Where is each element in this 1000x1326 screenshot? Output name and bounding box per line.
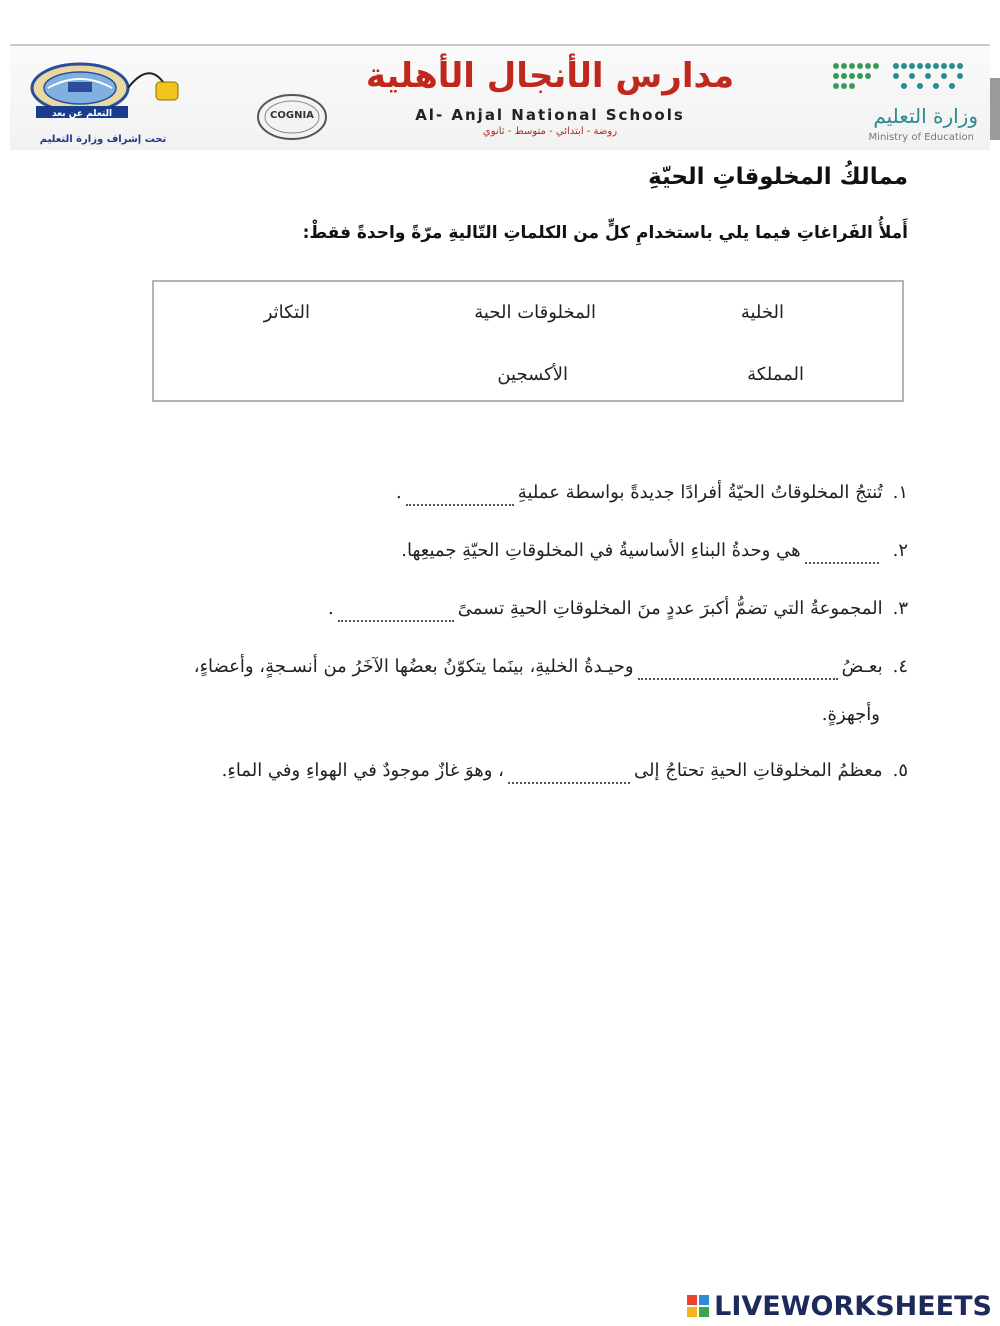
question-number: ٢. — [892, 540, 908, 561]
ministry-name-english: Ministry of Education — [868, 132, 974, 143]
answer-input-2[interactable] — [805, 542, 879, 564]
liveworksheets-logo-icon — [686, 1294, 710, 1318]
question-text: . — [396, 482, 402, 503]
question-1 — [396, 482, 908, 506]
globe-logo-icon — [18, 52, 188, 134]
school-stages: روضة - ابتدائي - متوسط - ثانوي — [482, 126, 618, 137]
word-bank-item[interactable]: الأكسجين — [497, 364, 568, 385]
question-number: ٣. — [892, 598, 908, 619]
question-text: هي وحدةُ البناءِ الأساسيةُ في المخلوقاتِ الحيّةِ جميعِها. — [401, 540, 801, 561]
answer-input-1[interactable] — [406, 484, 514, 506]
scrollbar-thumb[interactable] — [990, 78, 1000, 140]
school-header — [10, 44, 990, 150]
school-name-arabic: مدارس الأنجال الأهلية — [365, 56, 735, 96]
question-number: ١. — [892, 482, 908, 503]
question-text: بعـضُ — [841, 656, 883, 677]
logo-motto: التعلم عن بعد — [51, 109, 113, 119]
question-number: ٤. — [892, 656, 908, 677]
word-bank — [152, 280, 904, 402]
question-text: . — [328, 598, 334, 619]
word-bank-item[interactable]: المملكة — [747, 364, 804, 385]
question-4-continued: وأجهزةٍ. — [821, 704, 880, 725]
liveworksheets-brand[interactable] — [686, 1290, 992, 1322]
logo-caption: تحت إشراف وزارة التعليم — [39, 134, 167, 145]
answer-input-3[interactable] — [338, 600, 454, 622]
question-4 — [194, 656, 908, 680]
worksheet-instruction: أَملأُ الفَراغاتِ فيما يلي باستخدامِ كلٍّ من الكلماتِ التّاليةِ مرّةً واحدةً فقطْ: — [302, 223, 908, 243]
question-text: المجموعةُ التي تضمُّ أكبرَ عددٍ منَ المخلوقاتِ الحيةِ تسمىً — [457, 598, 883, 619]
question-5 — [222, 760, 908, 784]
worksheet-title: ممالكُ المخلوقاتِ الحيّةِ — [648, 164, 908, 190]
answer-input-5[interactable] — [508, 762, 630, 784]
word-bank-item[interactable]: المخلوقات الحية — [474, 302, 596, 323]
question-text: معظمُ المخلوقاتِ الحيةِ تحتاجُ إلى — [633, 760, 883, 781]
brand-name: LIVEWORKSHEETS — [714, 1290, 992, 1322]
question-2 — [401, 540, 908, 564]
ministry-dots-icon — [816, 56, 976, 100]
question-text: ، وهوَ غازٌ موجودٌ في الهواءِ وفي الماءِ. — [221, 760, 504, 781]
word-bank-item[interactable]: الخلية — [740, 302, 784, 323]
question-3 — [328, 598, 908, 622]
accreditation-seal — [254, 92, 330, 142]
word-bank-item[interactable]: التكاثر — [263, 302, 310, 323]
distance-learning-logo — [18, 52, 188, 148]
question-text: تُنتجُ المخلوقاتُ الحيّةُ أفرادًا جديدةً بواسطة عمليةِ — [517, 482, 883, 503]
answer-input-4[interactable] — [638, 658, 838, 680]
ministry-name-arabic: وزارة التعليم — [873, 104, 978, 128]
ministry-logo — [816, 56, 984, 146]
school-name-english: Al- Anjal National Schools — [415, 106, 685, 124]
question-text: وحيـدةُ الخليةِ، بينَما يتكوّنُ بعضُها الآخَرُ من أنسـجةٍ، وأعضاءٍ، — [193, 656, 634, 677]
accreditation-name: COGNIA — [270, 110, 314, 121]
question-number: ٥. — [892, 760, 908, 781]
